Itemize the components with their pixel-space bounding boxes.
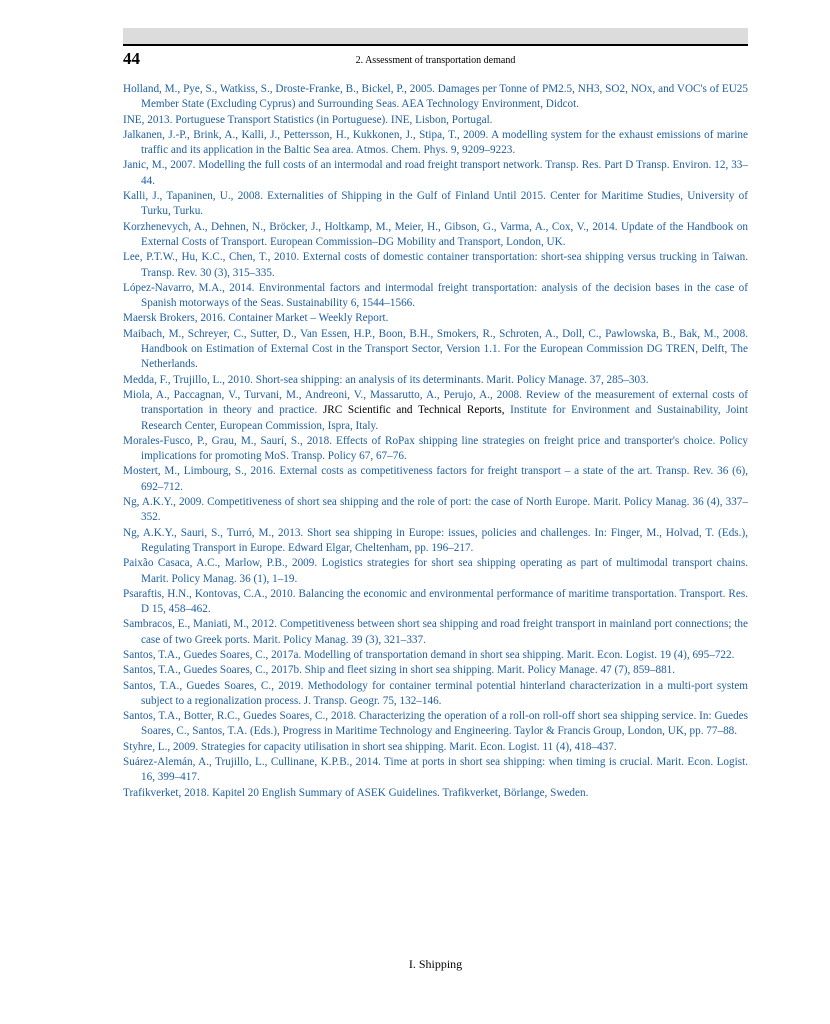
reference-text: Institute for Environment and Sustainability, Joint Research Center, European Commission, Ispra, Italy. xyxy=(141,404,748,432)
reference-item[interactable]: Korzhenevych, A., Dehnen, N., Bröcker, J., Holtkamp, M., Meier, H., Gibson, G., Varma, A., Cox, V., 2014. Update of the Handbook on External Costs of Transport. European Commission–DG Mobility and Transport, London, UK. xyxy=(123,220,748,248)
reference-item[interactable]: Lee, P.T.W., Hu, K.C., Chen, T., 2010. External costs of domestic container transportation: short-sea shipping versus trucking in Taiwan. Transp. Rev. 30 (3), 315–335. xyxy=(123,251,748,279)
reference-item[interactable]: Maersk Brokers, 2016. Container Market – Weekly Report. xyxy=(123,312,389,325)
reference-item[interactable]: Mostert, M., Limbourg, S., 2016. External costs as competitiveness factors for freight transport – a state of the art. Transp. Rev. 36 (6), 692–712. xyxy=(123,465,748,493)
header-bar xyxy=(123,28,748,44)
reference-item[interactable]: López-Navarro, M.A., 2014. Environmental factors and intermodal freight transportation: analysis of the decision bases in the case of Spanish motorways of the Seas. Sustainability 6, 1544–1566. xyxy=(123,281,748,310)
reference-item[interactable]: Santos, T.A., Guedes Soares, C., 2017b. Ship and fleet sizing in short sea shipping. Marit. Policy Manage. 47 (7), 859–881. xyxy=(123,664,676,677)
reference-item[interactable]: INE, 2013. Portuguese Transport Statistics (in Portuguese). INE, Lisbon, Portugal. xyxy=(123,113,493,126)
reference-item[interactable]: Psaraftis, H.N., Kontovas, C.A., 2010. Balancing the economic and environmental performance of maritime transportation. Transport. Res. D 15, 458–462. xyxy=(123,587,748,616)
reference-item[interactable]: Ng, A.K.Y., 2009. Competitiveness of short sea shipping and the role of port: the case of North Europe. Marit. Policy Manag. 36 (4), 337–352. xyxy=(123,496,748,524)
reference-item[interactable]: Styhre, L., 2009. Strategies for capacity utilisation in short sea shipping. Marit. Econ. Logist. 11 (4), 418–437. xyxy=(123,740,617,753)
reference-item[interactable] xyxy=(123,388,748,434)
reference-item[interactable]: Santos, T.A., Guedes Soares, C., 2019. Methodology for container terminal potential hinterland characterization in a multi-port system subject to a regionalization process. J. Transp. Geogr. 75, 132–146. xyxy=(123,679,748,707)
reference-item[interactable]: Santos, T.A., Guedes Soares, C., 2017a. Modelling of transportation demand in short sea shipping. Marit. Econ. Logist. 19 (4), 695–722. xyxy=(123,648,735,661)
reference-item[interactable]: Sambracos, E., Maniati, M., 2012. Competitiveness between short sea shipping and road freight transport in mainland port connections; the case of two Greek ports. Marit. Policy Manag. 39 (3), 321–337. xyxy=(123,618,748,646)
reference-item[interactable]: Jalkanen, J.-P., Brink, A., Kalli, J., Pettersson, H., Kukkonen, J., Stipa, T., 2009. A modelling system for the exhaust emissions of marine traffic and its application in the Baltic Sea area. Atmos. Chem. Phys. 9, 9209–9223. xyxy=(123,128,748,157)
header-rule xyxy=(123,44,748,46)
reference-item[interactable]: Medda, F., Trujillo, L., 2010. Short-sea shipping: an analysis of its determinants. Marit. Policy Manage. 37, 285–303. xyxy=(123,373,649,386)
reference-plain-text: JRC Scientific and Technical Reports, xyxy=(322,404,505,417)
reference-item[interactable]: Janic, M., 2007. Modelling the full costs of an intermodal and road freight transport network. Transp. Res. Part D Transp. Environ. 12, 33–44. xyxy=(123,159,748,187)
page-number: 44 xyxy=(123,49,140,68)
reference-list xyxy=(123,82,748,801)
reference-item[interactable]: Maibach, M., Schreyer, C., Sutter, D., Van Essen, H.P., Boon, B.H., Smokers, R., Schroten, A., Doll, C., Pawlowska, B., Bak, M., 2008. Handbook on Estimation of External Cost in the Transport Sector, Version 1.1. For the European Commission DG TREN, Delft, The Netherlands. xyxy=(123,327,748,371)
reference-item[interactable]: Kalli, J., Tapaninen, U., 2008. Externalities of Shipping in the Gulf of Finland Until 2015. Center for Maritime Studies, University of Turku, Turku. xyxy=(123,190,748,218)
reference-item[interactable]: Suárez-Alemán, A., Trujillo, L., Cullinane, K.P.B., 2014. Time at ports in short sea shipping: when timing is crucial. Marit. Econ. Logist. 16, 399–417. xyxy=(123,756,748,784)
reference-item[interactable]: Trafikverket, 2018. Kapitel 20 English Summary of ASEK Guidelines. Trafikverket, Börlange, Sweden. xyxy=(123,786,589,799)
reference-item[interactable]: Holland, M., Pye, S., Watkiss, S., Droste-Franke, B., Bickel, P., 2005. Damages per Tonne of PM2.5, NH3, SO2, NOx, and VOC's of EU25 Member State (Excluding Cyprus) and Surrounding Seas. AEA Technology Environment, Didcot. xyxy=(123,83,748,111)
running-title: 2. Assessment of transportation demand xyxy=(355,55,516,66)
reference-text: Miola, A., Paccagnan, V., Turvani, M., Andreoni, V., Massarutto, A., Perujo, A., 2008. Review of the measurement of external costs of transportation in theory and practice. xyxy=(123,388,748,417)
part-footer: I. Shipping xyxy=(408,957,463,971)
reference-item[interactable]: Paixão Casaca, A.C., Marlow, P.B., 2009. Logistics strategies for short sea shipping operating as part of multimodal transport chains. Marit. Policy Manag. 36 (1), 1–19. xyxy=(123,557,748,585)
reference-item[interactable]: Ng, A.K.Y., Sauri, S., Turró, M., 2013. Short sea shipping in Europe: issues, policies and challenges. In: Finger, M., Holvad, T. (Eds.), Regulating Transport in Europe. Edward Elgar, Cheltenham, pp. 196–217. xyxy=(123,526,748,554)
reference-item[interactable]: Morales-Fusco, P., Grau, M., Saurí, S., 2018. Effects of RoPax shipping line strategies on freight price and transporter's choice. Policy implications for promoting MoS. Transp. Policy 67, 67–76. xyxy=(123,434,748,463)
reference-item[interactable]: Santos, T.A., Botter, R.C., Guedes Soares, C., 2018. Characterizing the operation of a roll-on roll-off short sea shipping service. In: Guedes Soares, C., Santos, T.A. (Eds.), Progress in Maritime Technology and Engineering. Taylor & Francis Group, London, UK, pp. 77–88. xyxy=(123,710,748,738)
